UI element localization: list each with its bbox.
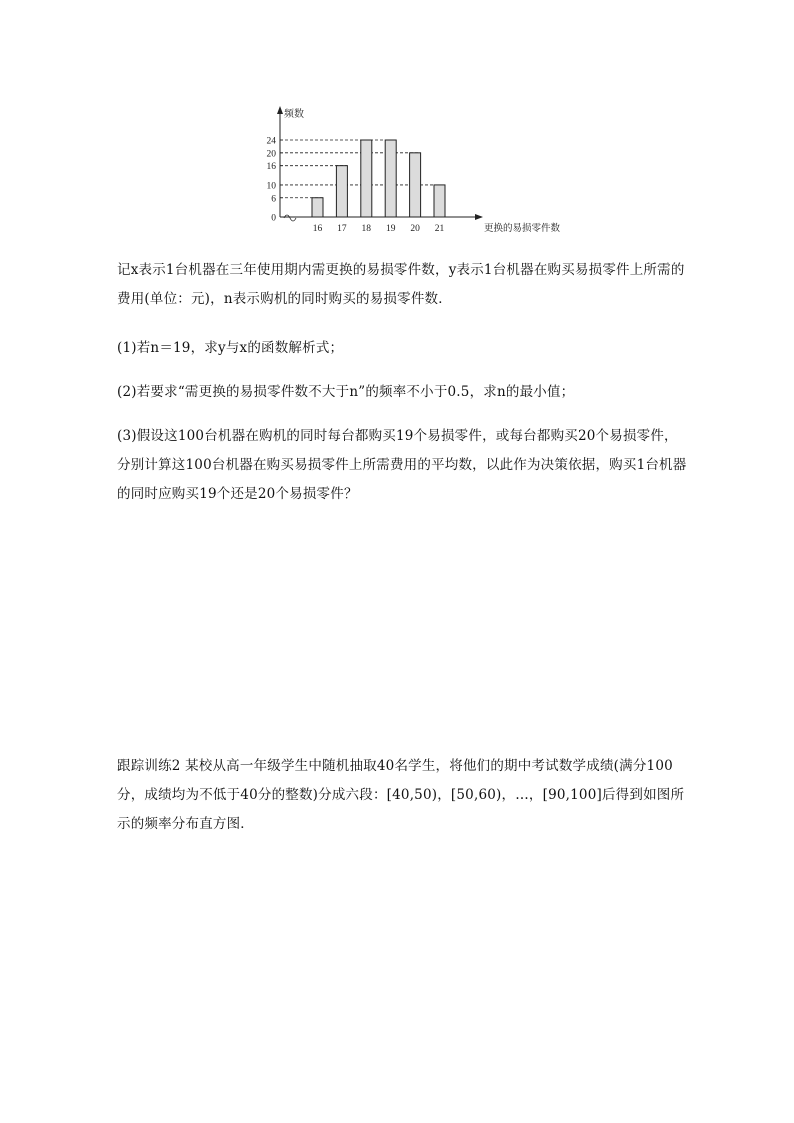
axis-break-mark xyxy=(284,215,296,221)
bar-21 xyxy=(434,185,445,217)
bar-19 xyxy=(385,140,396,217)
y-tick-label: 0 xyxy=(271,213,276,224)
intro-paragraph: 记x表示1台机器在三年使用期内需更换的易损零件数，y表示1台机器在购买易损零件上所需的费用(单位：元)，n表示购机的同时购买的易损零件数． xyxy=(117,262,685,307)
question-1: (1)若n＝19，求y与x的函数解析式； xyxy=(117,340,344,356)
y-axis-arrow xyxy=(277,106,283,114)
y-tick-label: 10 xyxy=(266,181,276,192)
x-tick-label: 20 xyxy=(410,224,420,234)
bar-18 xyxy=(361,140,372,217)
question-2: (2)若要求“需更换的易损零件数不大于n”的频率不小于0.5，求n的最小值； xyxy=(117,384,575,400)
chart-canvas xyxy=(260,102,561,237)
x-axis-label: 更换的易损零件数 xyxy=(484,224,561,234)
x-tick-label: 16 xyxy=(312,224,323,234)
bar-17 xyxy=(336,166,347,217)
bar-16 xyxy=(312,198,323,217)
bar-20 xyxy=(410,153,421,217)
frequency-bar-chart xyxy=(260,102,561,241)
x-tick-label: 21 xyxy=(434,224,445,234)
y-tick-label: 16 xyxy=(266,162,276,173)
x-tick-label: 17 xyxy=(337,224,347,234)
x-axis-arrow xyxy=(475,214,483,220)
y-tick-label: 24 xyxy=(266,136,276,147)
training-paragraph: 跟踪训练2 某校从高一年级学生中随机抽取40名学生，将他们的期中考试数学成绩(满分100分，成绩均为不低于40分的整数)分成六段：[40,50)，[50,60)，…，[90,100]后得到如图所示的频率分布直方图． xyxy=(117,758,685,832)
x-tick-label: 19 xyxy=(385,224,396,234)
y-tick-label: 6 xyxy=(271,194,276,205)
y-tick-label: 20 xyxy=(266,149,276,160)
question-3: (3)假设这100台机器在购机的同时每台都购买19个易损零件，或每台都购买20个易损零件，分别计算这100台机器在购买易损零件上所需费用的平均数，以此作为决策依据，购买1台机器的同时应购买19个还是20个易损零件？ xyxy=(117,428,687,502)
y-axis-label: 频数 xyxy=(284,109,304,120)
x-tick-label: 18 xyxy=(361,224,372,234)
